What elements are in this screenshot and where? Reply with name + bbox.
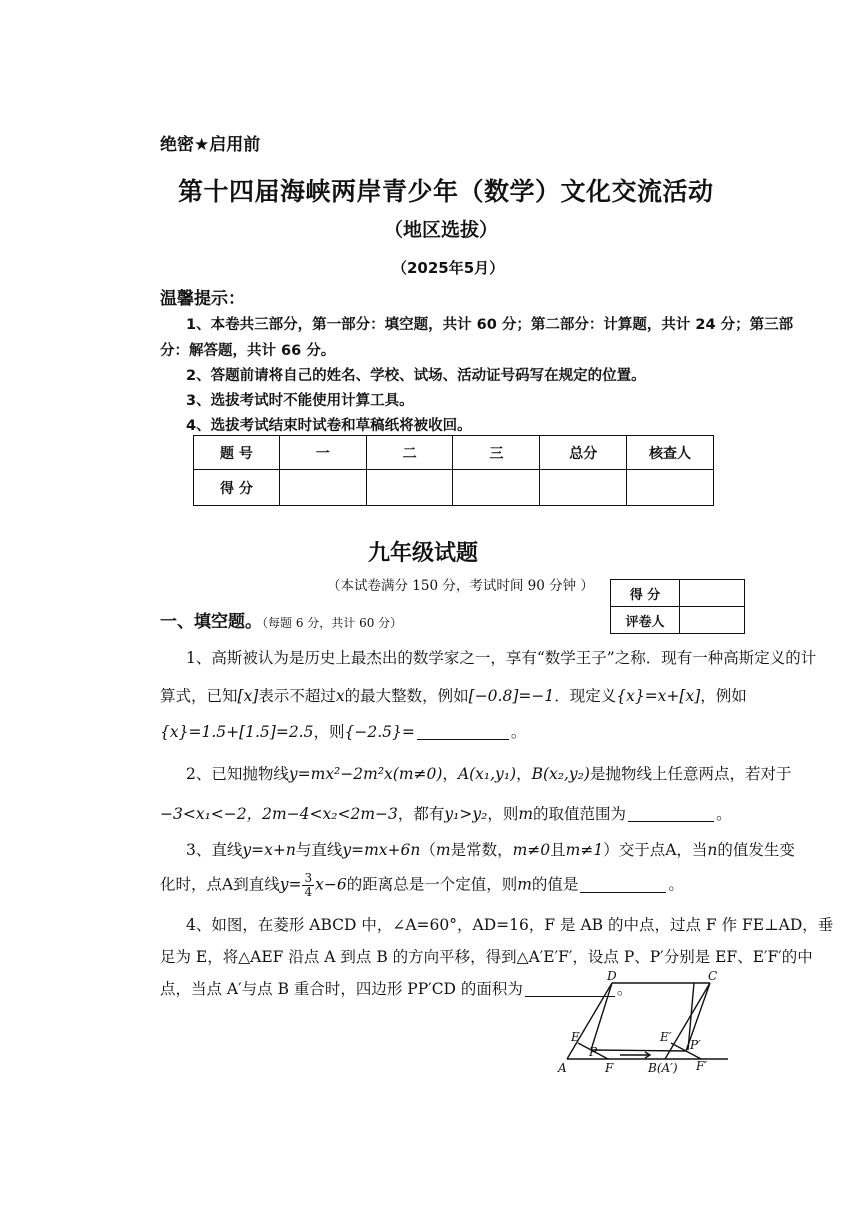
exam-date: （2025年5月） (392, 259, 505, 277)
q2-text: ，都有 (397, 805, 445, 823)
exam-note: （本试卷满分 150 分，考试时间 90 分钟 ） (327, 578, 594, 594)
q3-math: y=x+n (242, 841, 296, 859)
q3-math: n (707, 841, 718, 859)
label-e2: E′ (660, 1030, 672, 1044)
q1-line-1: 1、高斯被认为是历史上最杰出的数学家之一，享有“数学王子”之称．现有一种高斯定义的计 (186, 649, 817, 667)
q1-line-3 (160, 720, 526, 742)
q3-text: 。 (668, 875, 684, 894)
section-title: 一、填空题。 (160, 612, 262, 632)
grader-reviewer-label: 评卷人 (611, 607, 680, 634)
q2-text: 2、已知抛物线 (186, 765, 289, 783)
q3-text: 是常数， (450, 841, 513, 859)
q1-math: x (335, 687, 345, 705)
q1-text: 算式，已知 (160, 687, 238, 705)
score-table-header: 三 (453, 436, 540, 470)
grader-box (610, 579, 745, 634)
exam-title: 第十四届海峡两岸青少年（数学）文化交流活动 (178, 177, 714, 206)
q3-math: y=mx+6n (342, 841, 421, 859)
tips-item-4: 4、选拔考试结束时试卷和草稿纸将被收回。 (186, 418, 472, 434)
q2-answer-blank[interactable] (628, 803, 714, 822)
score-cell[interactable] (540, 470, 627, 506)
label-f2: F′ (696, 1059, 708, 1073)
rhombus-figure (550, 970, 750, 1080)
q2-math: B(x₂,y₂) (531, 765, 590, 783)
grader-score-label: 得 分 (611, 580, 680, 607)
tips-item-2: 2、答题前请将自己的姓名、学校、试场、活动证号码写在规定的位置。 (186, 368, 646, 384)
q3-text: 的值是 (531, 875, 579, 894)
label-d: D (607, 970, 617, 983)
q3-text: ）交于点A，当 (603, 841, 708, 859)
score-row-label: 得 分 (194, 470, 280, 506)
q2-math: m (518, 805, 534, 823)
q3-text: （ (420, 841, 436, 859)
score-table-header: 二 (366, 436, 453, 470)
q1-math: {−2.5}= (344, 723, 415, 741)
q1-text: 。 (510, 723, 527, 741)
secret-label: 绝密★启用前 (160, 135, 261, 155)
q1-math: [−0.8]=−1 (468, 687, 555, 705)
grader-score-cell[interactable] (680, 580, 745, 607)
seg-pp2 (591, 1050, 686, 1051)
fraction-denominator: 4 (304, 885, 313, 899)
q2-line-2 (160, 802, 732, 824)
score-cell[interactable] (279, 470, 366, 506)
q1-line-2 (160, 684, 747, 706)
grade-title: 九年级试题 (368, 541, 479, 566)
score-table-header: 题 号 (194, 436, 280, 470)
tips-item-3: 3、选拔考试时不能使用计算工具。 (186, 393, 414, 409)
q1-text: ，例如 (700, 687, 747, 705)
label-p2: P′ (690, 1038, 701, 1052)
fraction-numerator: 3 (304, 871, 313, 885)
q3-line-1 (186, 838, 795, 860)
q1-text: ．现定义 (554, 687, 617, 705)
q3-text: 与直线 (295, 841, 343, 859)
q1-text: ，则 (313, 723, 345, 741)
q3-math: m≠0 (512, 841, 551, 859)
q1-text: 的最大整数，例如 (344, 687, 469, 705)
seg-pd (591, 983, 612, 1050)
label-c: C (708, 970, 718, 983)
section-note: （每题 6 分，共计 60 分） (262, 616, 403, 630)
q3-text: 化时，点A到直线 (160, 875, 280, 894)
score-table-header: 总分 (540, 436, 627, 470)
label-a: A (558, 1061, 567, 1075)
q2-text: 。 (716, 805, 732, 823)
q3-text: 的距离总是一个定值，则 (346, 875, 518, 894)
score-cell[interactable] (627, 470, 714, 506)
q3-line-2 (160, 872, 684, 899)
q2-text: ， (516, 765, 532, 783)
q2-math: y=mx²−2m²x(m≠0) (288, 765, 443, 783)
q2-math: −3<x₁<−2，2m−4<x₂<2m−3 (160, 805, 398, 823)
q1-math: {x}=1.5+[1.5]=2.5 (160, 723, 314, 741)
q2-text: 的取值范围为 (533, 805, 627, 823)
q1-answer-blank[interactable] (417, 721, 509, 740)
score-cell[interactable] (453, 470, 540, 506)
tips-item-1b: 分：解答题，共计 66 分。 (160, 343, 336, 359)
q3-math: m (517, 875, 532, 894)
tips-heading: 温馨提示： (160, 289, 245, 309)
tips-item-1a: 1、本卷共三部分，第一部分：填空题，共计 60 分；第二部分：计算题，共计 24 分；第三部 (186, 317, 794, 333)
q4-text: 点，当点 A′与点 B 重合时，四边形 PP′CD 的面积为 (160, 980, 523, 998)
q1-math: {x}=x+[x] (616, 687, 701, 705)
score-cell[interactable] (366, 470, 453, 506)
grader-reviewer-cell[interactable] (680, 607, 745, 634)
q1-math: [x] (237, 687, 259, 705)
score-table (193, 435, 714, 506)
q3-math: m (435, 841, 451, 859)
q3-text: 且 (550, 841, 566, 859)
exam-subtitle: （地区选拔） (384, 219, 499, 241)
q4-text: 。 (616, 980, 633, 998)
q3-math: x−6 (315, 875, 347, 894)
q2-text: 是抛物线上任意两点，若对于 (589, 765, 792, 783)
q2-math: A(x₁,y₁) (457, 765, 517, 783)
q3-answer-blank[interactable] (580, 874, 666, 893)
q3-math: m≠1 (565, 841, 604, 859)
label-p: P (589, 1045, 598, 1059)
q2-text: ， (442, 765, 458, 783)
score-table-header: 核查人 (627, 436, 714, 470)
q4-line-1: 4、如图，在菱形 ABCD 中，∠A=60°，AD=16，F 是 AB 的中点，过点 F 作 FE⊥AD，垂 (186, 916, 834, 934)
q2-math: y₁>y₂ (444, 805, 488, 823)
q3-math: y= (279, 875, 302, 894)
q3-text: 3、直线 (186, 841, 243, 859)
q3-text: 的值发生变 (717, 841, 795, 859)
label-b: B(A′) (648, 1061, 678, 1075)
q4-line-2: 足为 E，将△AEF 沿点 A 到点 B 的方向平移，得到△A′E′F′，设点 P、P′分别是 EF、E′F′的中 (160, 948, 813, 966)
label-f: F (605, 1061, 614, 1075)
q3-fraction (302, 872, 314, 899)
q1-text: 表示不超过 (258, 687, 336, 705)
q2-line-1 (186, 762, 791, 784)
section-heading (160, 607, 402, 632)
label-e: E (571, 1030, 580, 1044)
q2-text: ，则 (487, 805, 519, 823)
score-table-header: 一 (279, 436, 366, 470)
